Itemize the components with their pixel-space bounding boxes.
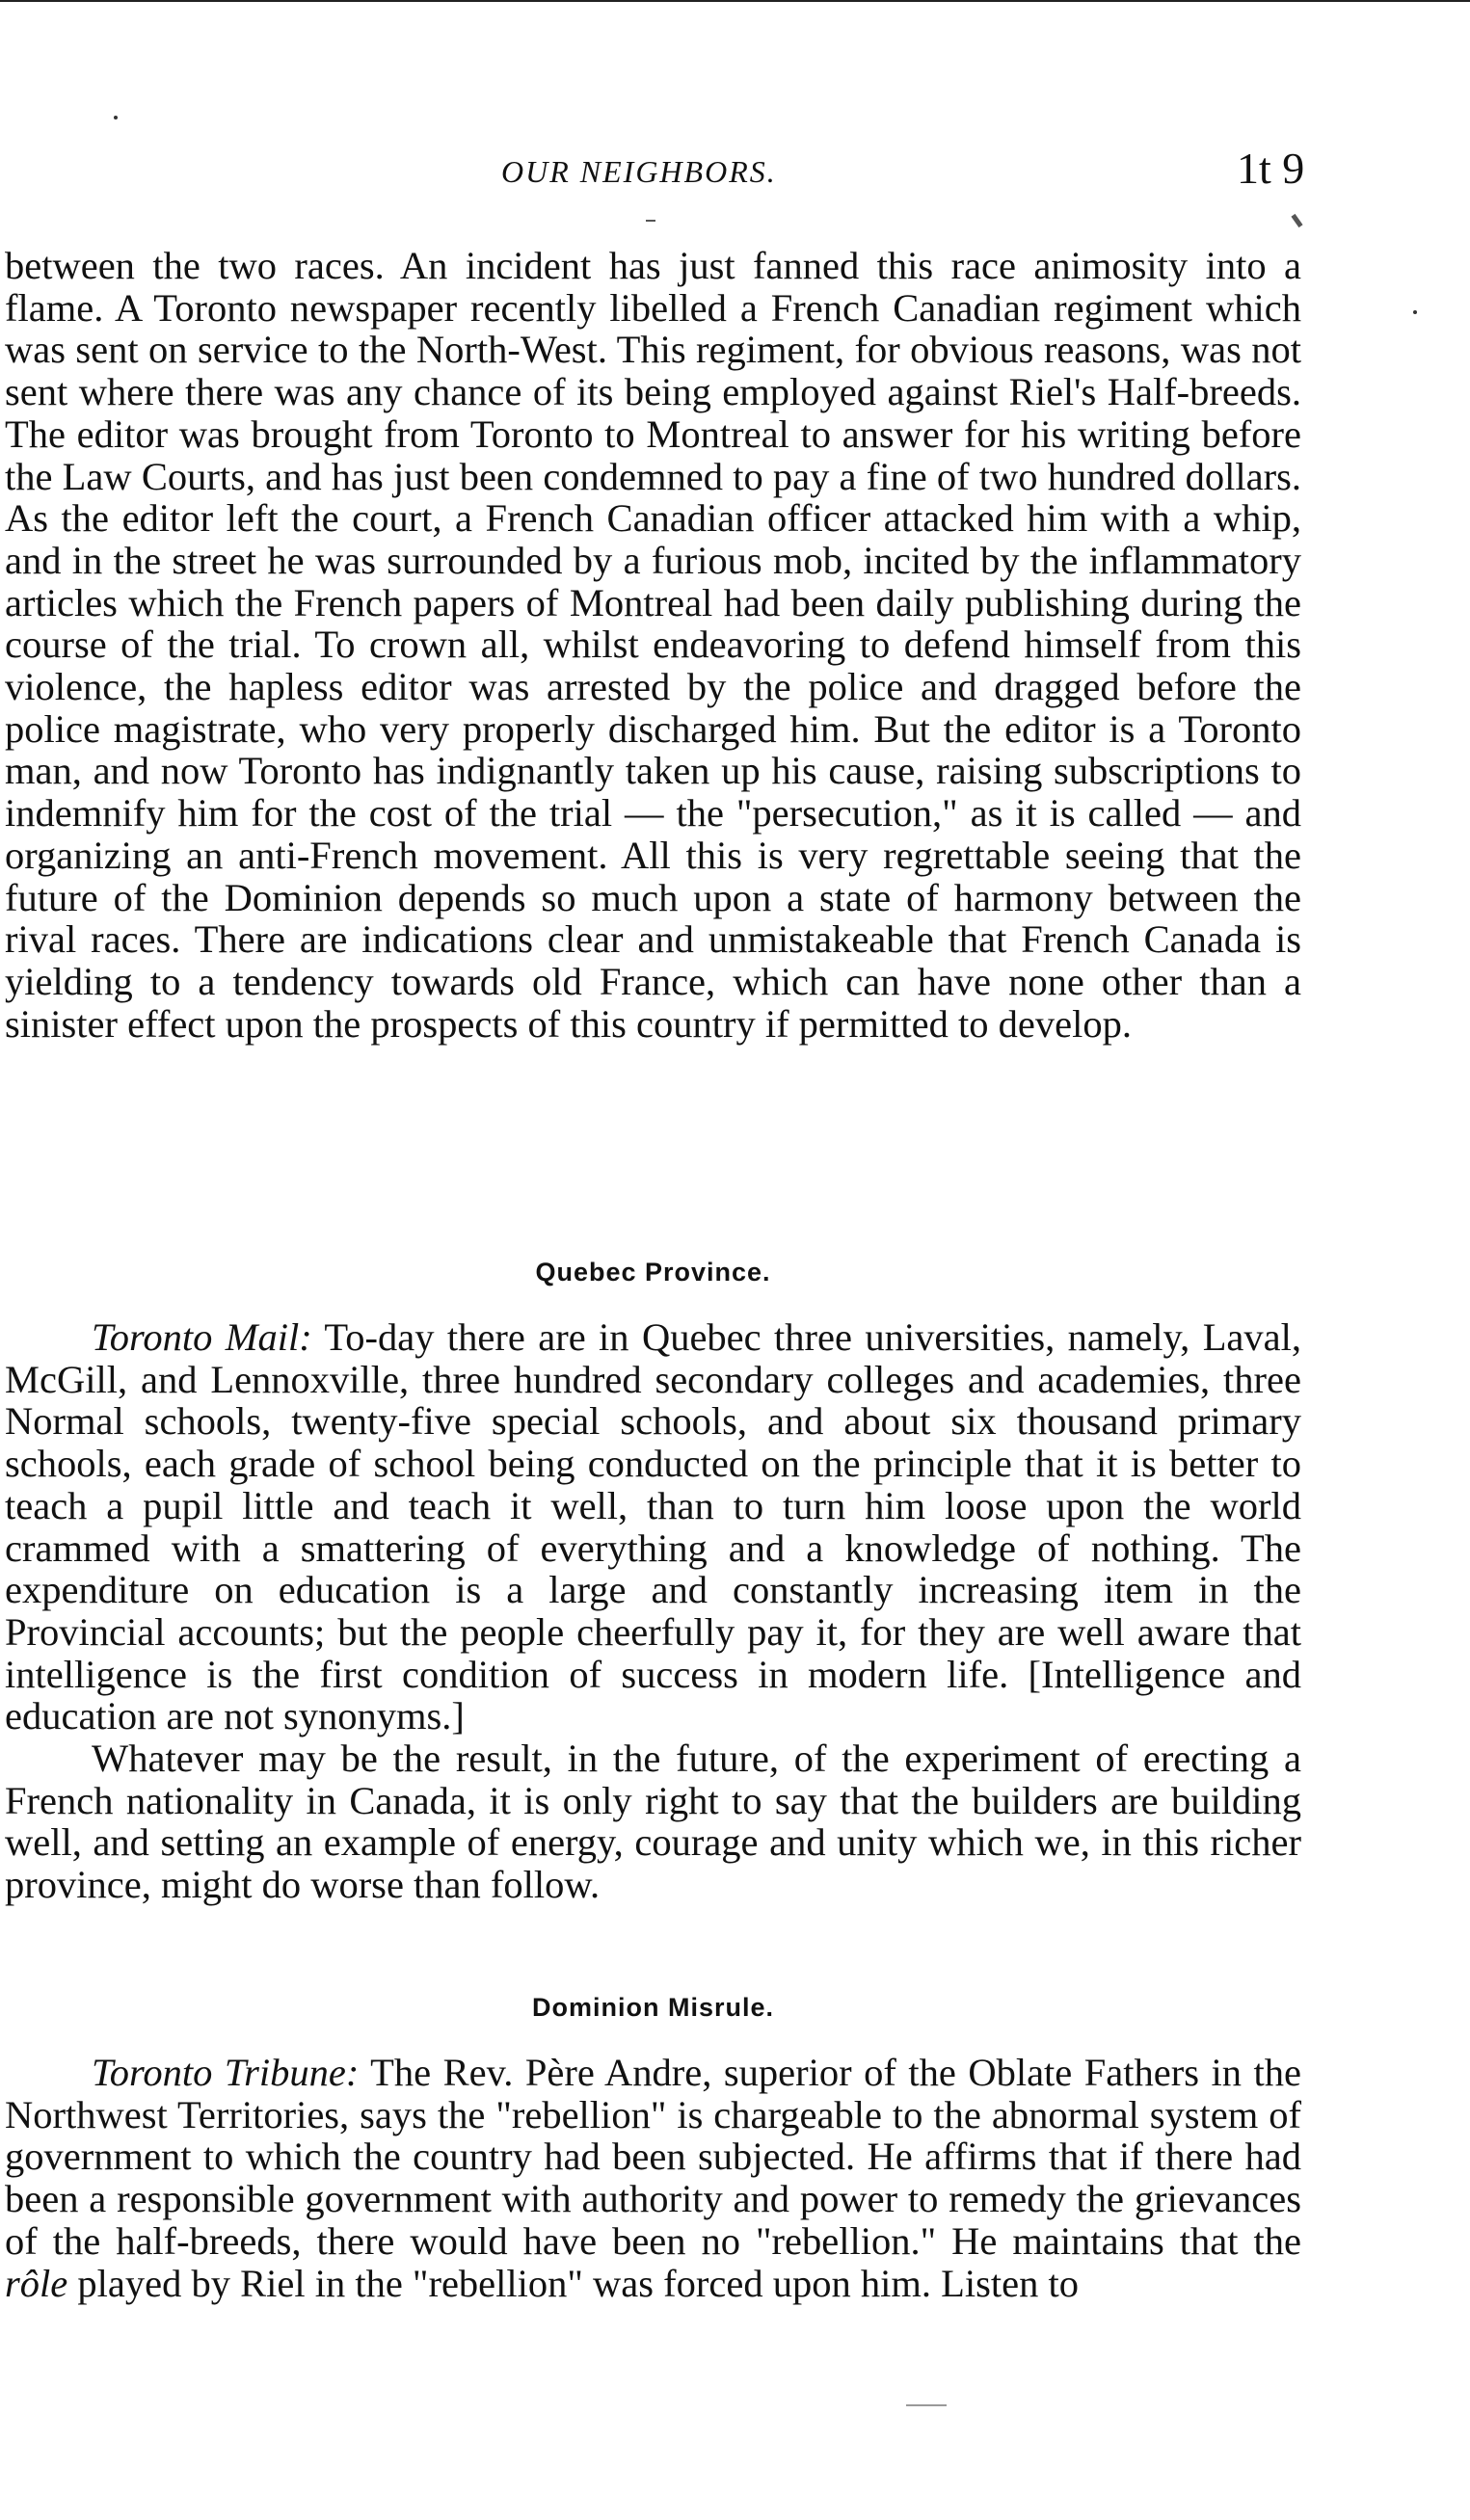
paragraph [5,1316,1301,1737]
print-mark [906,2404,947,2406]
paragraph: between the two races. An incident has just fanned this race animosity into a flame. A Toronto newspaper recently libelled a French Canadian regiment which was sent on service to the North-West. This regiment, for obvious reasons, was not sent where there was any chance of its being employed against Riel's Half-breeds. The editor was brought from Toronto to Montreal to answer for his writing before the Law Courts, and has just been condemned to pay a fine of two hundred dollars. As the editor left the court, a French Canadian officer attacked him with a whip, and in the street he was surrounded by a furious mob, incited by the inflammatory articles which the French papers of Montreal had been daily publishing during the course of the trial. To crown all, whilst endeavoring to defend himself from this violence, the hapless editor was arrested by the police and dragged before the police magistrate, who very properly discharged him. But the editor is a Toronto man, and now Toronto has indignantly taken up his cause, raising subscriptions to indemnify him for the cost of the trial — the "persecution," as it is called — and organizing an anti-French movement. All this is very regrettable seeing that the future of the Dominion depends so much upon a state of harmony between the rival races. There are indications clear and unmistakeable that French Canada is yielding to a tendency towards old France, which can have none other than a sinister effect upon the prospects of this country if permitted to develop. [5,244,1301,1046]
print-mark [646,220,655,222]
italic-word: rôle [5,2261,68,2305]
section-heading-dominion-misrule: Dominion Misrule. [531,1993,774,2022]
section-dominion-misrule [5,2052,1301,2304]
page-header [0,143,1470,200]
page-top-edge [0,0,1470,2]
paragraph-text: To-day there are in Quebec three universities, namely, Laval, McGill, and Lennoxville, three hundred secondary colleges and academies, three Normal schools, twenty-five special schools, and about six thousand primary schools, each grade of school being conducted on the principle that it is better to teach a pupil little and teach it well, than to turn him loose upon the world crammed with a smattering of everything and a knowledge of nothing. The expenditure on education is a large and constantly increasing item in the Provincial accounts; but the people cheerfully pay it, for they are well aware that intelligence is the first condition of success in modern life. [Intelligence and education are not synonyms.] [5,1315,1302,1738]
body-text-continued [5,245,1301,1045]
paragraph: Whatever may be the result, in the future, of the experiment of erecting a French nationality in Canada, it is only right to say that the builders are building well, and setting an example of energy, courage and unity which we, in this richer province, might do worse than follow. [5,1737,1301,1907]
print-mark [1291,214,1302,227]
running-title: OUR NEIGHBORS. [501,154,777,189]
page-number: 1t 9 [1237,144,1305,193]
paragraph [5,2052,1301,2304]
paragraph-text: The Rev. Père Andre, superior of the Oblate Fathers in the Northwest Territories, says the "rebellion" is chargeable to the abnormal system of government to which the country had been subjected. He affirms that if there had been a responsible government with authority and power to remedy the grievances of the half-breeds, there would have been no "rebellion." He maintains that the [5,2051,1301,2263]
section-heading-quebec-province: Quebec Province. [535,1258,771,1287]
print-speck [1413,310,1417,314]
source-attribution: Toronto Mail: [92,1315,312,1359]
section-quebec-province [5,1316,1301,1906]
print-speck [114,116,118,119]
paragraph-text: played by Riel in the "rebellion" was forced upon him. Listen to [77,2261,1079,2305]
source-attribution: Toronto Tribune: [92,2051,360,2094]
